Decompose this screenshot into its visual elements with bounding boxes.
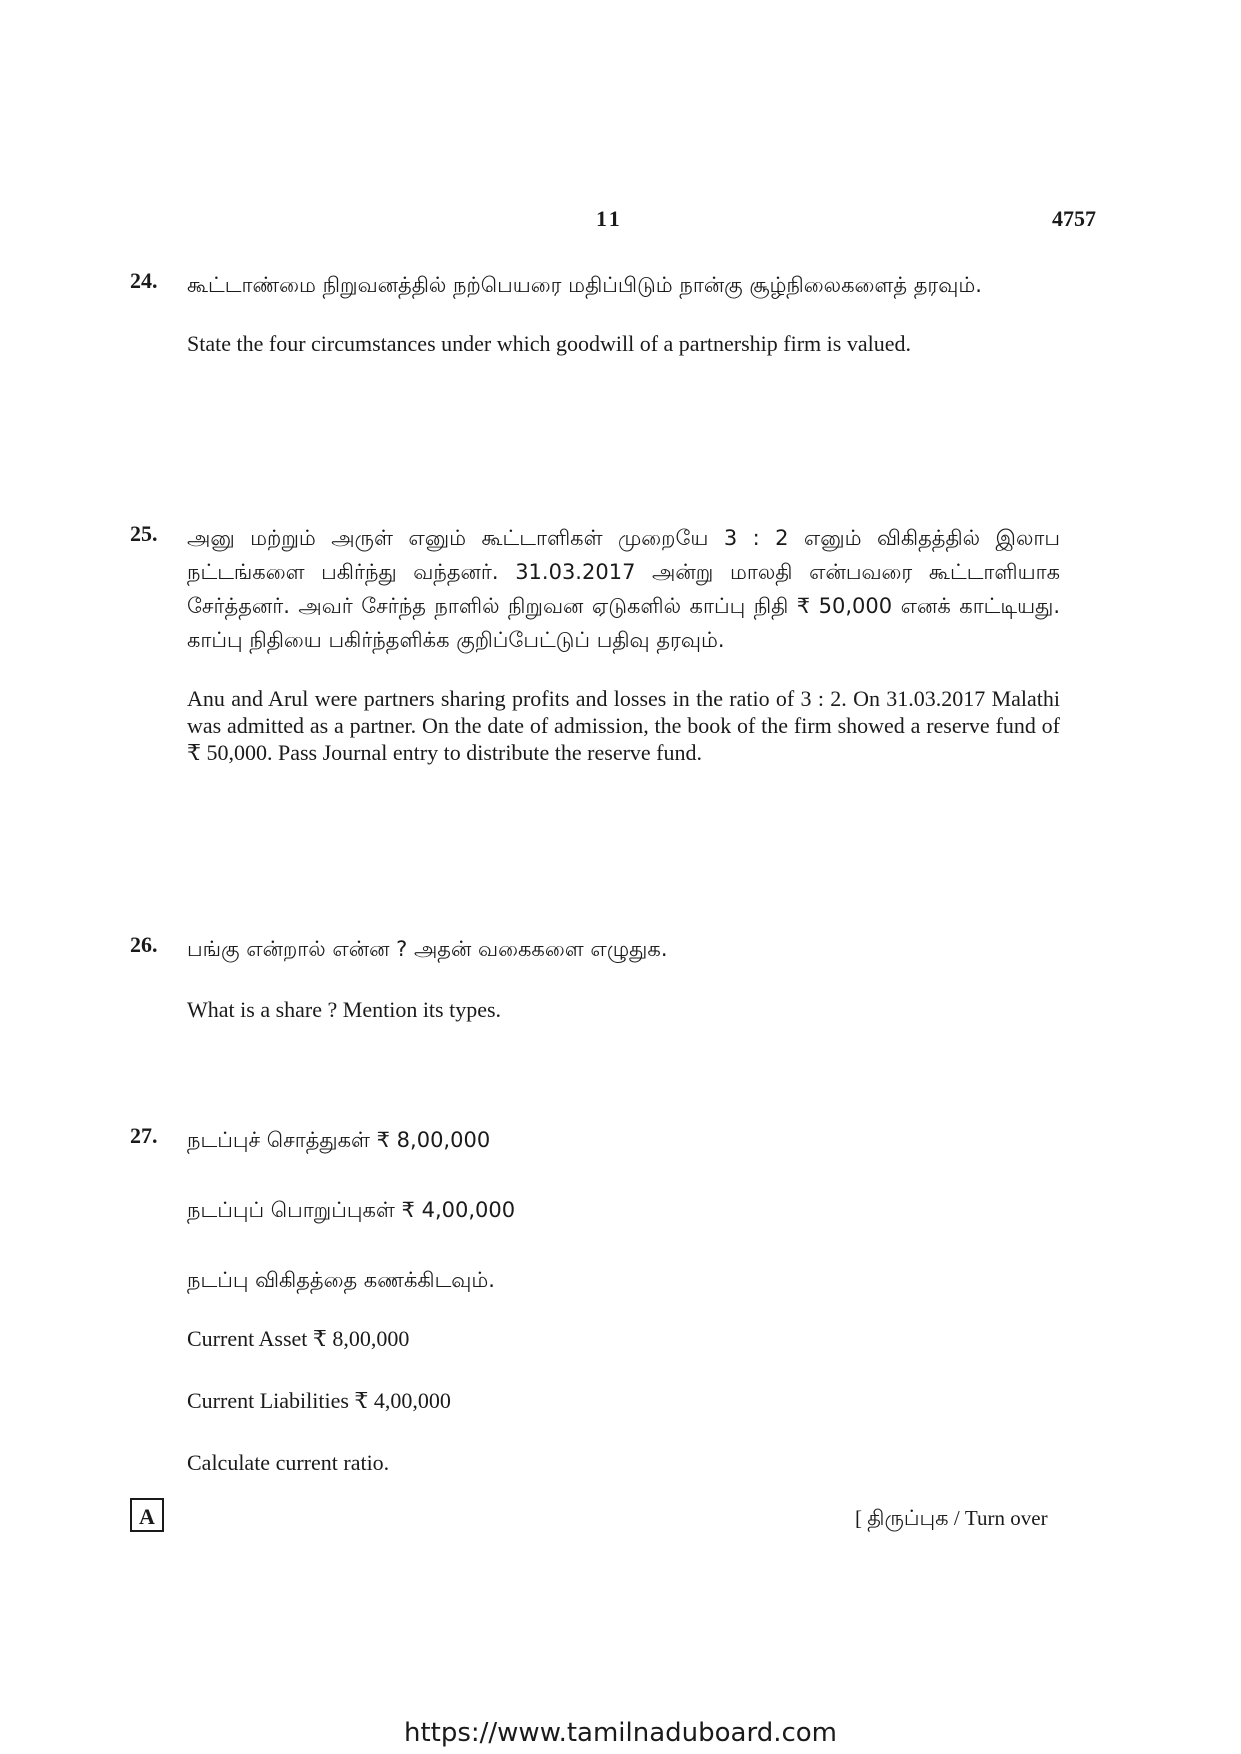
calculate-ratio-tamil: நடப்பு விகிதத்தை கணக்கிடவும். [187, 1268, 495, 1292]
question-text-tamil: கூட்டாண்மை நிறுவனத்தில் நற்பெயரை மதிப்பிடும் நான்கு சூழ்நிலைகளைத் தரவும். [187, 273, 982, 297]
question-text-tamil: அனு மற்றும் அருள் எனும் கூட்டாளிகள் முறையே 3 : 2 எனும் விகிதத்தில் இலாப நட்டங்களை பகிர்ந்து வந்தனர். 31.03.2017 அன்று மாலதி என்பவரை கூட்டாளியாக சேர்த்தனர். அவர் சேர்ந்த நாளில் நிறுவன ஏடுகளில் காப்பு நிதி ₹ 50,000 எனக் காட்டியது. காப்பு நிதியை பகிர்ந்தளிக்க குறிப்பேட்டுப் பதிவு தரவும். [187, 526, 1060, 652]
series-badge: A [130, 1498, 164, 1532]
question-text-english: State the four circumstances under which goodwill of a partnership firm is valued. [187, 331, 911, 356]
paper-code: 4757 [1052, 206, 1096, 231]
current-liabilities-tamil: நடப்புப் பொறுப்புகள் ₹ 4,00,000 [187, 1198, 516, 1222]
calculate-ratio-english: Calculate current ratio. [187, 1450, 390, 1475]
turn-over-label: [ திருப்புக / Turn over [855, 1506, 1048, 1530]
question-number: 27. [130, 1123, 158, 1148]
question-number: 26. [130, 932, 158, 957]
question-text-tamil: பங்கு என்றால் என்ன ? அதன் வகைகளை எழுதுக. [187, 937, 668, 961]
source-url: https://www.tamilnaduboard.com [403, 1718, 838, 1748]
current-assets-tamil: நடப்புச் சொத்துகள் ₹ 8,00,000 [187, 1128, 491, 1152]
question-text-english: What is a share ? Mention its types. [187, 997, 502, 1022]
current-assets-english: Current Asset ₹ 8,00,000 [187, 1326, 410, 1351]
question-number: 25. [130, 521, 158, 546]
current-liabilities-english: Current Liabilities ₹ 4,00,000 [187, 1388, 451, 1413]
page-number: 11 [596, 206, 623, 231]
question-number: 24. [130, 268, 158, 293]
question-text-english: Anu and Arul were partners sharing profits and losses in the ratio of 3 : 2. On 31.03.2017 Malathi was admitted as a partner. On the date of admission, the book of the firm showed a reserve fund of ₹ 50,000. Pass Journal entry to distribute the reserve fund. [187, 686, 1060, 765]
